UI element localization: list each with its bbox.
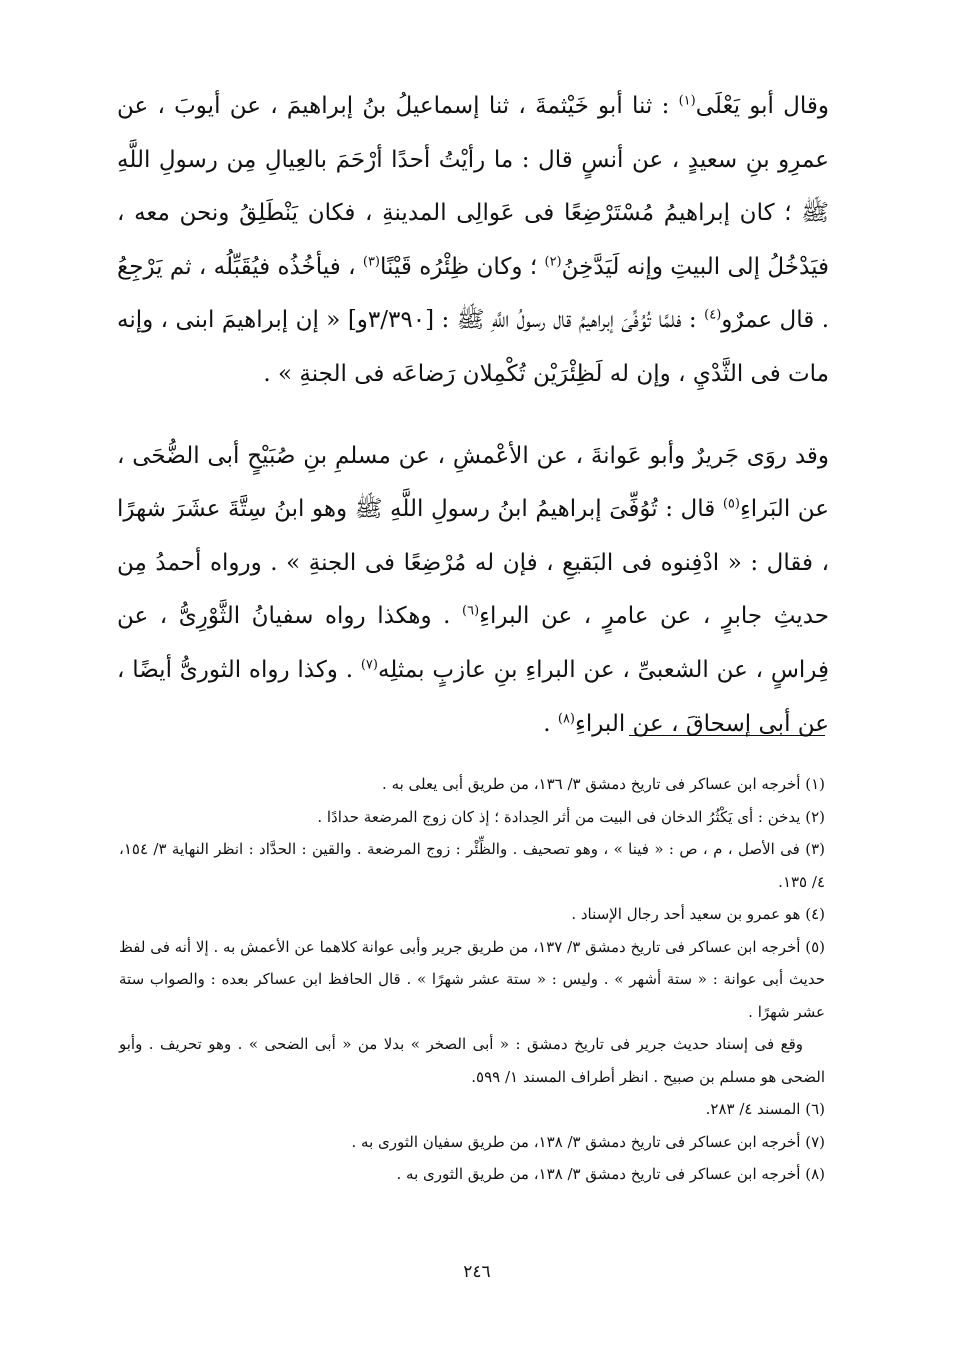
footnote-reference: (٦) <box>462 603 480 619</box>
text-segment: قال : تُوُفِّىَ إبراهيمُ ابنُ رسولِ اللَّهِ ﷺ وهو ابنُ سِتَّةَ عشَرَ شهرًا ، فقال : « ادْفِنوه فى البَقيعِ ، فإن له مُرْضِعًا فى الجنةِ » . ورواه أحمدُ مِن حديثِ جابرٍ ، عن عامرٍ ، عن البراءِ <box>117 496 829 630</box>
footnote: (٤) هو عمرو بن سعيد أحد رجال الإسناد . <box>571 905 825 923</box>
footnote-reference: (٨) <box>557 710 575 726</box>
page-number: ٢٤٦ <box>463 1262 491 1282</box>
text-segment: ، فيأخُذُه فيُقَبِّلُه ، ثم يَرْجِعُ . قال عمرٌو <box>117 253 829 334</box>
text-segment: وقال أبو يَعْلَى <box>695 93 829 119</box>
footnote-reference: (٧) <box>360 657 378 673</box>
footnote: (٦) المسند ٤/ ٢٨٣. <box>705 1100 825 1118</box>
footnote-reference: (٥) <box>722 496 740 512</box>
text-segment: . وهكذا رواه سفيانُ الثَّوْرِىُّ ، عن فِراسٍ ، عن الشعبىِّ ، عن البراءِ بنِ عازبٍ بمثلِه <box>117 603 829 683</box>
footnote-reference: (٢) <box>544 254 562 270</box>
text-segment: . <box>543 710 558 737</box>
footnote: (٨) أخرجه ابن عساكر فى تاريخ دمشق ٣/ ١٣٨، من طريق الثورى به . <box>396 1165 825 1183</box>
main-text <box>117 80 829 751</box>
footnote: (٣) فى الأصل ، م ، ص : « فينا » ، وهو تصحيف . والظِّئْر : زوج المرضعة . والقين : الحدَّاد : انظر النهاية ٣/ ١٥٤، ٤/ ١٣٥. <box>119 840 826 891</box>
footnote-reference: (٤) <box>704 307 722 323</box>
text-segment: : ثنا أبو خَيْثمةَ ، ثنا إسماعيلُ بنُ إبراهيمَ ، عن أيوبَ ، عن عمرِو بنِ سعيدٍ ، عن أنسٍ قال : ما رأيْتُ أحدًا أرْحَمَ بالعِيالِ مِن رسولِ اللَّهِ ﷺ ؛ كان إبراهيمُ مُسْتَرْضِعًا فى عَوالِى المدينةِ ، فكان يَنْطَلِقُ ونحن معه ، فيَدْخُلُ إلى البيتِ وإنه لَيَدَّخِنُ <box>117 93 830 280</box>
footnote-separator <box>629 735 825 736</box>
paragraph <box>117 80 829 402</box>
footnote: وقع فى إسناد حديث جرير فى تاريخ دمشق : « أبى الصخر » بدلا من « أبى الضحى » . وهو تحريف . وأبو الضحى هو مسلم بن صبيح . انظر أطراف المسند ١/ ٥٩٩. <box>119 1035 825 1086</box>
footnote: (٥) أخرجه ابن عساكر فى تاريخ دمشق ٣/ ١٣٧، من طريق جرير وأبى عوانة كلاهما عن الأعمش به . إلا أنه فى لفظ حديث أبى عوانة : « ستة أشهر » . وليس : « ستة عشر شهرًا » . قال الحافظ ابن عساكر بعده : والصواب ستة عشر شهرًا . <box>119 937 826 1021</box>
footnote-reference: (١) <box>678 93 696 109</box>
text-segment: : فلمَّا تُوُفِّىَ إبراهيمُ قال رسولُ اللَّهِ ﷺ : [٣/٣٩٠و] « إن إبراهيمَ ابنى ، وإنه مات فى الثَّدْيِ ، وإن له لَظِئْرَيْن تُكْمِلان رَضاعَه فى الجنةِ » . <box>117 307 829 387</box>
footnote: (٧) أخرجه ابن عساكر فى تاريخ دمشق ٣/ ١٣٨، من طريق سفيان الثورى به . <box>351 1132 825 1151</box>
paragraph <box>117 430 829 752</box>
text-segment: وقد روَى جَريرٌ وأبو عَوانةَ ، عن الأعْمشِ ، عن مسلمِ بنِ صُبَيْحٍ أبى الضُّحَى ، عن البَراءِ <box>117 442 830 523</box>
footnote: (٢) يدخن : أى يَكْثُرُ الدخان فى البيت من أثر الحِدادة ؛ إذ كان زوج المرضعة حدادًا . <box>317 807 825 826</box>
text-segment: . وكذا رواه الثورىُّ أيضًا ، عن أبى إسحاقَ ، عن البراءِ <box>117 656 829 737</box>
footnote: (١) أخرجه ابن عساكر فى تاريخ دمشق ٣/ ١٣٦، من طريق أبى يعلى به . <box>382 775 825 793</box>
footnote-reference: (٣) <box>362 254 380 270</box>
text-segment: ؛ وكان ظِئْرُه قَيْنًا <box>380 253 545 280</box>
footnotes <box>119 768 825 1191</box>
